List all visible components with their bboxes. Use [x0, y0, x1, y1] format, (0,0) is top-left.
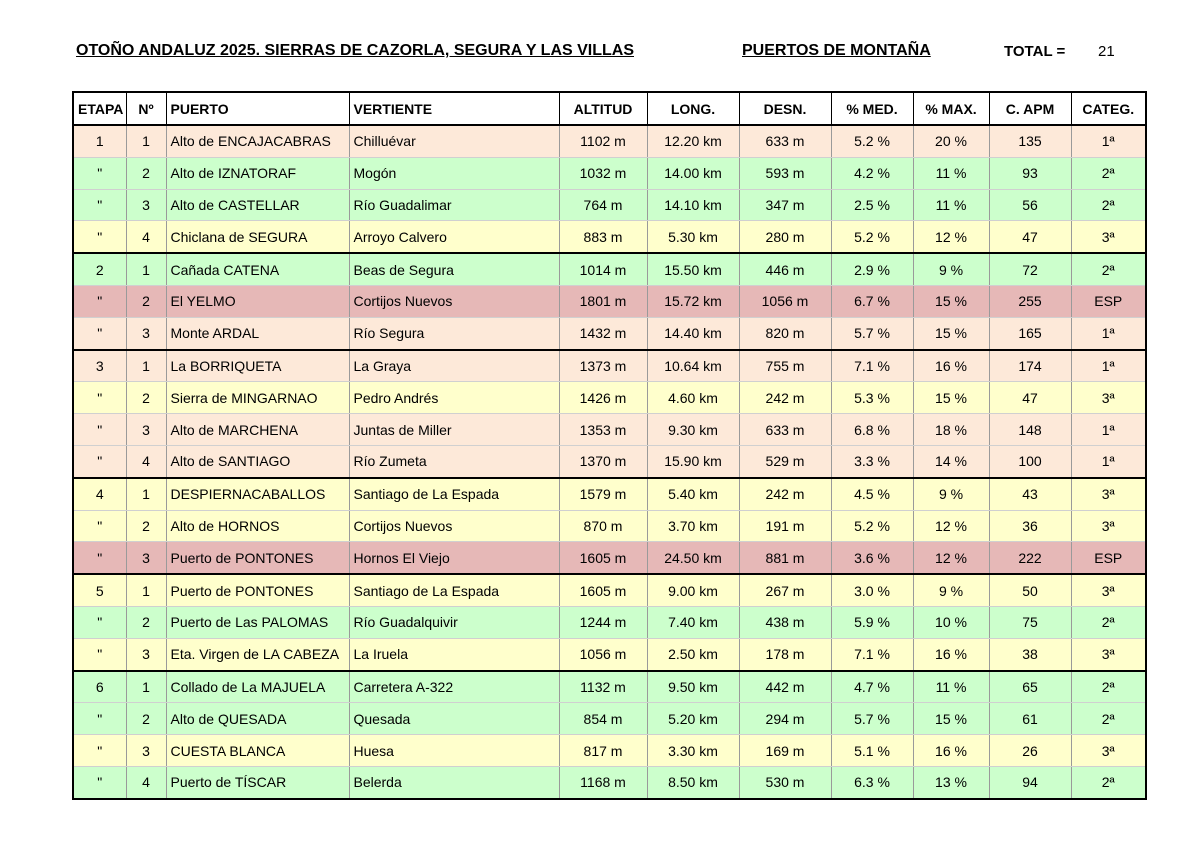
- cell-apm: 72: [989, 253, 1071, 285]
- cell-altitud: 1370 m: [559, 445, 647, 477]
- cell-apm: 174: [989, 350, 1071, 382]
- cell-med: 5.2 %: [831, 125, 913, 157]
- cell-altitud: 1579 m: [559, 478, 647, 510]
- cell-vertiente: Arroyo Calvero: [349, 221, 559, 253]
- cell-etapa: ": [73, 606, 126, 638]
- cell-puerto: Monte ARDAL: [166, 317, 349, 349]
- column-header-categ: CATEG.: [1071, 92, 1146, 125]
- cell-vertiente: Quesada: [349, 703, 559, 735]
- cell-categ: 2ª: [1071, 671, 1146, 703]
- cell-puerto: Sierra de MINGARNAO: [166, 382, 349, 414]
- cell-altitud: 1032 m: [559, 157, 647, 189]
- cell-categ: 2ª: [1071, 606, 1146, 638]
- cell-puerto: Alto de IZNATORAF: [166, 157, 349, 189]
- cell-desn: 633 m: [739, 125, 831, 157]
- cell-number: 3: [126, 317, 166, 349]
- table-row: [73, 606, 1146, 638]
- cell-categ: 1ª: [1071, 317, 1146, 349]
- cell-apm: 38: [989, 638, 1071, 670]
- cell-max: 9 %: [913, 253, 989, 285]
- cell-long: 5.30 km: [647, 221, 739, 253]
- cell-etapa: ": [73, 445, 126, 477]
- cell-etapa: 2: [73, 253, 126, 285]
- cell-categ: 2ª: [1071, 253, 1146, 285]
- page-title: OTOÑO ANDALUZ 2025. SIERRAS DE CAZORLA, SEGURA Y LAS VILLAS: [76, 42, 634, 59]
- cell-categ: 3ª: [1071, 574, 1146, 606]
- table-row: [73, 350, 1146, 382]
- cell-puerto: Collado de La MAJUELA: [166, 671, 349, 703]
- cell-etapa: ": [73, 542, 126, 574]
- cell-number: 4: [126, 766, 166, 798]
- cell-etapa: ": [73, 285, 126, 317]
- cell-med: 4.5 %: [831, 478, 913, 510]
- cell-vertiente: Hornos El Viejo: [349, 542, 559, 574]
- cell-number: 4: [126, 221, 166, 253]
- cell-categ: 2ª: [1071, 703, 1146, 735]
- cell-max: 15 %: [913, 285, 989, 317]
- cell-etapa: ": [73, 735, 126, 767]
- cell-altitud: 1014 m: [559, 253, 647, 285]
- cell-desn: 178 m: [739, 638, 831, 670]
- cell-apm: 43: [989, 478, 1071, 510]
- table-row: [73, 766, 1146, 798]
- cell-desn: 267 m: [739, 574, 831, 606]
- cell-med: 5.9 %: [831, 606, 913, 638]
- cell-med: 5.7 %: [831, 703, 913, 735]
- cell-vertiente: Río Guadalimar: [349, 189, 559, 221]
- cell-max: 20 %: [913, 125, 989, 157]
- cell-vertiente: Santiago de La Espada: [349, 478, 559, 510]
- table-row: [73, 638, 1146, 670]
- cell-altitud: 1353 m: [559, 414, 647, 446]
- cell-number: 3: [126, 638, 166, 670]
- cell-number: 3: [126, 735, 166, 767]
- cell-desn: 169 m: [739, 735, 831, 767]
- cell-vertiente: Pedro Andrés: [349, 382, 559, 414]
- cell-puerto: CUESTA BLANCA: [166, 735, 349, 767]
- table-row: [73, 478, 1146, 510]
- cell-max: 15 %: [913, 317, 989, 349]
- cell-altitud: 1373 m: [559, 350, 647, 382]
- cell-max: 11 %: [913, 671, 989, 703]
- cell-med: 4.7 %: [831, 671, 913, 703]
- cell-categ: 1ª: [1071, 350, 1146, 382]
- cell-long: 15.90 km: [647, 445, 739, 477]
- cell-categ: 2ª: [1071, 189, 1146, 221]
- cell-number: 3: [126, 542, 166, 574]
- cell-vertiente: Río Guadalquivir: [349, 606, 559, 638]
- cell-number: 2: [126, 382, 166, 414]
- cell-puerto: La BORRIQUETA: [166, 350, 349, 382]
- cell-categ: 1ª: [1071, 414, 1146, 446]
- cell-med: 6.8 %: [831, 414, 913, 446]
- cell-etapa: 5: [73, 574, 126, 606]
- cell-altitud: 1168 m: [559, 766, 647, 798]
- cell-apm: 47: [989, 221, 1071, 253]
- cell-max: 13 %: [913, 766, 989, 798]
- cell-med: 7.1 %: [831, 638, 913, 670]
- cell-number: 4: [126, 445, 166, 477]
- cell-altitud: 1132 m: [559, 671, 647, 703]
- cell-apm: 36: [989, 510, 1071, 542]
- cell-max: 11 %: [913, 189, 989, 221]
- cell-etapa: ": [73, 317, 126, 349]
- cell-altitud: 817 m: [559, 735, 647, 767]
- total-label: TOTAL =: [1004, 43, 1066, 60]
- table-row: [73, 253, 1146, 285]
- total-value: 21: [1098, 43, 1115, 60]
- cell-categ: 3ª: [1071, 510, 1146, 542]
- cell-desn: 347 m: [739, 189, 831, 221]
- cell-desn: 1056 m: [739, 285, 831, 317]
- cell-categ: 1ª: [1071, 445, 1146, 477]
- cell-apm: 56: [989, 189, 1071, 221]
- cell-etapa: 4: [73, 478, 126, 510]
- table-row: [73, 542, 1146, 574]
- cell-vertiente: Juntas de Miller: [349, 414, 559, 446]
- cell-max: 10 %: [913, 606, 989, 638]
- cell-max: 9 %: [913, 478, 989, 510]
- cell-med: 5.1 %: [831, 735, 913, 767]
- cell-categ: 2ª: [1071, 157, 1146, 189]
- table-row: [73, 671, 1146, 703]
- table-row: [73, 189, 1146, 221]
- cell-long: 5.40 km: [647, 478, 739, 510]
- cell-number: 2: [126, 606, 166, 638]
- column-header-number: Nº: [126, 92, 166, 125]
- cell-desn: 529 m: [739, 445, 831, 477]
- cell-puerto: Alto de CASTELLAR: [166, 189, 349, 221]
- cell-max: 12 %: [913, 221, 989, 253]
- cell-long: 9.50 km: [647, 671, 739, 703]
- cell-apm: 75: [989, 606, 1071, 638]
- cell-long: 9.00 km: [647, 574, 739, 606]
- cell-altitud: 1432 m: [559, 317, 647, 349]
- cell-long: 14.00 km: [647, 157, 739, 189]
- cell-desn: 446 m: [739, 253, 831, 285]
- cell-altitud: 1605 m: [559, 542, 647, 574]
- cell-categ: 3ª: [1071, 638, 1146, 670]
- column-header-med: % MED.: [831, 92, 913, 125]
- column-header-etapa: ETAPA: [73, 92, 126, 125]
- cell-apm: 47: [989, 382, 1071, 414]
- cell-vertiente: Huesa: [349, 735, 559, 767]
- cell-puerto: Alto de ENCAJACABRAS: [166, 125, 349, 157]
- cell-number: 1: [126, 350, 166, 382]
- cell-long: 9.30 km: [647, 414, 739, 446]
- cell-desn: 242 m: [739, 382, 831, 414]
- cell-apm: 222: [989, 542, 1071, 574]
- cell-long: 3.70 km: [647, 510, 739, 542]
- cell-altitud: 854 m: [559, 703, 647, 735]
- cell-long: 15.50 km: [647, 253, 739, 285]
- cell-apm: 93: [989, 157, 1071, 189]
- cell-altitud: 1605 m: [559, 574, 647, 606]
- cell-etapa: ": [73, 510, 126, 542]
- cell-categ: ESP: [1071, 542, 1146, 574]
- cell-etapa: ": [73, 638, 126, 670]
- cell-apm: 135: [989, 125, 1071, 157]
- cell-med: 4.2 %: [831, 157, 913, 189]
- cell-number: 2: [126, 703, 166, 735]
- cell-etapa: ": [73, 221, 126, 253]
- cell-puerto: Alto de SANTIAGO: [166, 445, 349, 477]
- cell-long: 24.50 km: [647, 542, 739, 574]
- cell-med: 5.3 %: [831, 382, 913, 414]
- cell-puerto: Alto de MARCHENA: [166, 414, 349, 446]
- cell-max: 16 %: [913, 735, 989, 767]
- table-row: [73, 510, 1146, 542]
- table-row: [73, 414, 1146, 446]
- cell-vertiente: Belerda: [349, 766, 559, 798]
- cell-etapa: 6: [73, 671, 126, 703]
- cell-desn: 438 m: [739, 606, 831, 638]
- cell-med: 2.9 %: [831, 253, 913, 285]
- cell-med: 3.6 %: [831, 542, 913, 574]
- cell-puerto: Alto de HORNOS: [166, 510, 349, 542]
- column-header-desn: DESN.: [739, 92, 831, 125]
- cell-long: 5.20 km: [647, 703, 739, 735]
- cell-vertiente: Cortijos Nuevos: [349, 285, 559, 317]
- cell-altitud: 1102 m: [559, 125, 647, 157]
- table-row: [73, 221, 1146, 253]
- page-subtitle: PUERTOS DE MONTAÑA: [742, 42, 931, 59]
- cell-vertiente: Chilluévar: [349, 125, 559, 157]
- cell-vertiente: Cortijos Nuevos: [349, 510, 559, 542]
- cell-altitud: 1244 m: [559, 606, 647, 638]
- cell-long: 7.40 km: [647, 606, 739, 638]
- cell-apm: 65: [989, 671, 1071, 703]
- cell-long: 4.60 km: [647, 382, 739, 414]
- cell-number: 2: [126, 510, 166, 542]
- column-header-puerto: PUERTO: [166, 92, 349, 125]
- cell-max: 15 %: [913, 703, 989, 735]
- cell-long: 3.30 km: [647, 735, 739, 767]
- cell-vertiente: Río Segura: [349, 317, 559, 349]
- cell-max: 9 %: [913, 574, 989, 606]
- cell-categ: ESP: [1071, 285, 1146, 317]
- cell-number: 1: [126, 253, 166, 285]
- column-header-altitud: ALTITUD: [559, 92, 647, 125]
- cell-number: 3: [126, 414, 166, 446]
- cell-apm: 26: [989, 735, 1071, 767]
- cell-number: 2: [126, 157, 166, 189]
- cell-apm: 61: [989, 703, 1071, 735]
- cell-long: 12.20 km: [647, 125, 739, 157]
- column-header-long: LONG.: [647, 92, 739, 125]
- column-header-apm: C. APM: [989, 92, 1071, 125]
- cell-puerto: Eta. Virgen de LA CABEZA: [166, 638, 349, 670]
- cell-desn: 280 m: [739, 221, 831, 253]
- cell-altitud: 1056 m: [559, 638, 647, 670]
- cell-long: 14.40 km: [647, 317, 739, 349]
- cell-apm: 148: [989, 414, 1071, 446]
- cell-long: 10.64 km: [647, 350, 739, 382]
- cell-vertiente: La Iruela: [349, 638, 559, 670]
- cell-etapa: 3: [73, 350, 126, 382]
- cell-altitud: 764 m: [559, 189, 647, 221]
- cell-etapa: ": [73, 157, 126, 189]
- cell-puerto: Puerto de TÍSCAR: [166, 766, 349, 798]
- cell-categ: 3ª: [1071, 221, 1146, 253]
- cell-max: 11 %: [913, 157, 989, 189]
- mountain-passes-table: [72, 91, 1147, 800]
- cell-altitud: 883 m: [559, 221, 647, 253]
- cell-med: 5.7 %: [831, 317, 913, 349]
- cell-altitud: 1801 m: [559, 285, 647, 317]
- cell-number: 2: [126, 285, 166, 317]
- cell-puerto: Puerto de PONTONES: [166, 574, 349, 606]
- cell-desn: 820 m: [739, 317, 831, 349]
- cell-apm: 94: [989, 766, 1071, 798]
- cell-desn: 593 m: [739, 157, 831, 189]
- cell-vertiente: Río Zumeta: [349, 445, 559, 477]
- table-row: [73, 445, 1146, 477]
- cell-puerto: Puerto de Las PALOMAS: [166, 606, 349, 638]
- cell-desn: 242 m: [739, 478, 831, 510]
- cell-categ: 3ª: [1071, 382, 1146, 414]
- cell-long: 15.72 km: [647, 285, 739, 317]
- cell-puerto: Cañada CATENA: [166, 253, 349, 285]
- cell-categ: 2ª: [1071, 766, 1146, 798]
- cell-long: 8.50 km: [647, 766, 739, 798]
- cell-med: 2.5 %: [831, 189, 913, 221]
- cell-apm: 255: [989, 285, 1071, 317]
- cell-desn: 530 m: [739, 766, 831, 798]
- cell-long: 2.50 km: [647, 638, 739, 670]
- cell-vertiente: Santiago de La Espada: [349, 574, 559, 606]
- cell-med: 3.3 %: [831, 445, 913, 477]
- table-row: [73, 317, 1146, 349]
- cell-apm: 165: [989, 317, 1071, 349]
- cell-categ: 1ª: [1071, 125, 1146, 157]
- cell-etapa: ": [73, 766, 126, 798]
- cell-desn: 633 m: [739, 414, 831, 446]
- table-row: [73, 735, 1146, 767]
- cell-apm: 100: [989, 445, 1071, 477]
- cell-altitud: 1426 m: [559, 382, 647, 414]
- cell-etapa: ": [73, 189, 126, 221]
- cell-desn: 442 m: [739, 671, 831, 703]
- cell-max: 15 %: [913, 382, 989, 414]
- cell-number: 1: [126, 671, 166, 703]
- cell-med: 6.7 %: [831, 285, 913, 317]
- cell-med: 7.1 %: [831, 350, 913, 382]
- table-header-row: [73, 92, 1146, 125]
- cell-number: 1: [126, 478, 166, 510]
- cell-apm: 50: [989, 574, 1071, 606]
- cell-vertiente: La Graya: [349, 350, 559, 382]
- cell-max: 12 %: [913, 542, 989, 574]
- cell-puerto: Puerto de PONTONES: [166, 542, 349, 574]
- cell-vertiente: Beas de Segura: [349, 253, 559, 285]
- table-row: [73, 157, 1146, 189]
- cell-max: 12 %: [913, 510, 989, 542]
- cell-number: 1: [126, 574, 166, 606]
- cell-desn: 881 m: [739, 542, 831, 574]
- table-row: [73, 125, 1146, 157]
- cell-number: 3: [126, 189, 166, 221]
- cell-desn: 191 m: [739, 510, 831, 542]
- cell-etapa: ": [73, 703, 126, 735]
- cell-desn: 755 m: [739, 350, 831, 382]
- cell-med: 5.2 %: [831, 221, 913, 253]
- cell-max: 16 %: [913, 638, 989, 670]
- cell-max: 14 %: [913, 445, 989, 477]
- column-header-max: % MAX.: [913, 92, 989, 125]
- cell-categ: 3ª: [1071, 735, 1146, 767]
- table-row: [73, 703, 1146, 735]
- cell-med: 3.0 %: [831, 574, 913, 606]
- cell-etapa: ": [73, 382, 126, 414]
- cell-med: 6.3 %: [831, 766, 913, 798]
- table-row: [73, 574, 1146, 606]
- cell-vertiente: Mogón: [349, 157, 559, 189]
- cell-number: 1: [126, 125, 166, 157]
- cell-altitud: 870 m: [559, 510, 647, 542]
- cell-puerto: DESPIERNACABALLOS: [166, 478, 349, 510]
- cell-categ: 3ª: [1071, 478, 1146, 510]
- cell-max: 16 %: [913, 350, 989, 382]
- cell-etapa: 1: [73, 125, 126, 157]
- table-row: [73, 382, 1146, 414]
- cell-max: 18 %: [913, 414, 989, 446]
- cell-desn: 294 m: [739, 703, 831, 735]
- cell-puerto: El YELMO: [166, 285, 349, 317]
- cell-vertiente: Carretera A-322: [349, 671, 559, 703]
- column-header-vertiente: VERTIENTE: [349, 92, 559, 125]
- cell-puerto: Chiclana de SEGURA: [166, 221, 349, 253]
- cell-long: 14.10 km: [647, 189, 739, 221]
- cell-etapa: ": [73, 414, 126, 446]
- cell-med: 5.2 %: [831, 510, 913, 542]
- cell-puerto: Alto de QUESADA: [166, 703, 349, 735]
- table-row: [73, 285, 1146, 317]
